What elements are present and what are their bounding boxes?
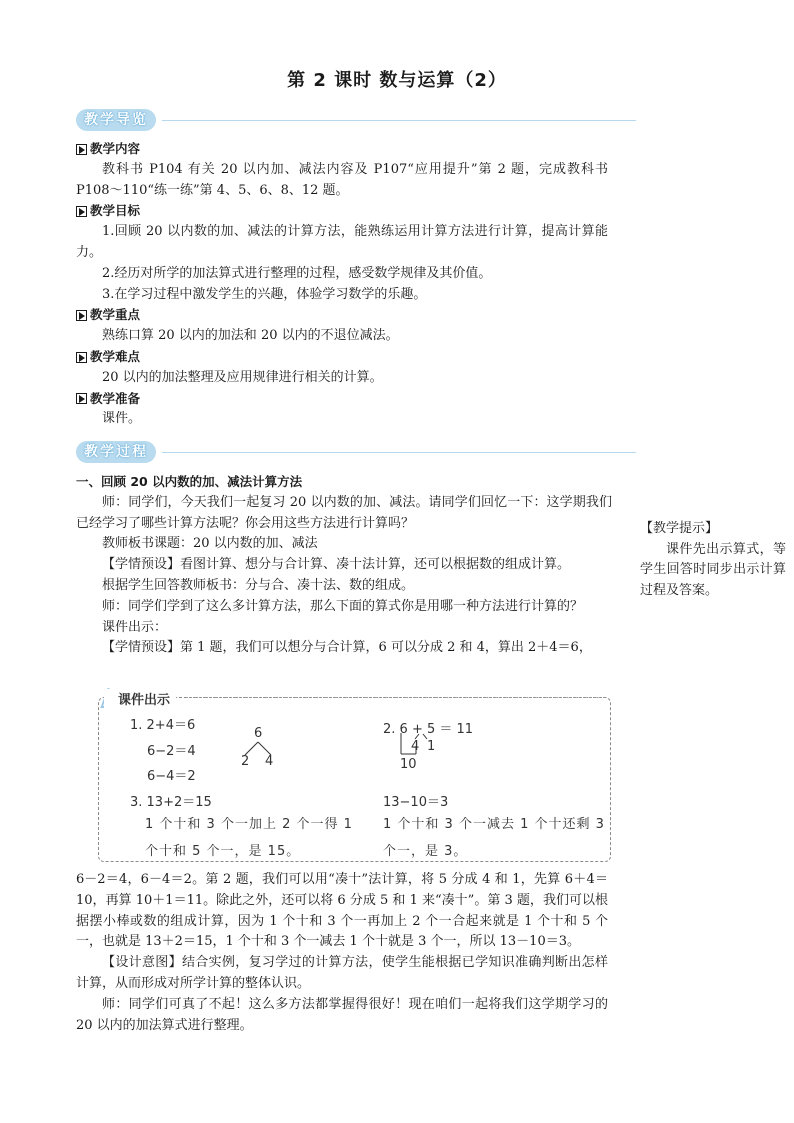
q3-equation: 3. 13+2＝15 (130, 795, 212, 810)
play-triangle-icon (76, 310, 87, 321)
guide-paragraph: 教科书 P104 有关 20 以内加、减法内容及 P107“应用提升”第 2 题，完成教科书 P108～110“练一练”第 4、5、6、8、12 题。 (76, 161, 608, 198)
teaching-process (76, 472, 612, 659)
heading-key-points (76, 305, 608, 326)
q2-split-right: 1 (427, 739, 436, 754)
heading-content-label: 教学内容 (90, 141, 141, 156)
q2-ten: 10 (400, 757, 417, 772)
guide-paragraph: 1.回顾 20 以内数的加、减法的计算方法，能熟练运用计算方法进行计算，提高计算能力。 (76, 224, 608, 260)
guide-paragraph: 熟练口算 20 以内的加法和 20 以内的不退位减法。 (102, 328, 399, 344)
teaching-process-continued (76, 870, 608, 1036)
teaching-tip-title: 【教学提示】 (640, 521, 719, 536)
process-paragraph: 教师板书课题：20 以内数的加、减法 (102, 536, 318, 552)
guide-paragraph: 3.在学习过程中激发学生的兴趣，体验学习数学的乐趣。 (102, 286, 427, 302)
courseware-label-divider (186, 697, 606, 698)
q4-equation: 13−10＝3 (383, 795, 449, 810)
process-paragraph: 课件出示： (102, 619, 168, 635)
section-banner-guide (76, 109, 636, 133)
process-paragraph: 【学情预设】第 1 题，我们可以想分与合计算，6 可以分成 2 和 4，算出 2＋4＝6， (102, 640, 592, 656)
q2-equation: 2. 6 + 5 ＝ 11 (383, 722, 474, 737)
heading-difficulties-label: 教学难点 (90, 348, 141, 364)
banner-divider (162, 452, 636, 453)
play-triangle-icon (76, 144, 87, 155)
teaching-guide (76, 139, 608, 430)
heading-preparation (76, 389, 608, 410)
banner-guide-label: 教学导览 (76, 109, 156, 131)
process-paragraph: 师：同学们学到了这么多计算方法，那么下面的算式你是用哪一种方法进行计算的？ (102, 598, 584, 614)
q1-tree-top: 6 (254, 726, 263, 741)
play-triangle-icon (76, 352, 87, 363)
process-paragraph: 根据学生回答教师板书：分与合、凑十法、数的组成。 (102, 577, 415, 593)
heading-difficulties (76, 347, 608, 368)
process-paragraph: 【设计意图】结合实例，复习学过的计算方法，使学生能根据已学知识准确判断出怎样计算，从而形成对所学计算的整体认识。 (76, 955, 608, 991)
banner-process-label: 教学过程 (76, 441, 156, 463)
heading-content (76, 139, 608, 160)
q1-equation-2: 6−2＝4 (147, 744, 196, 759)
q1-tree-right: 4 (265, 754, 274, 769)
guide-paragraph: 20 以内的加法整理及应用规律进行相关的计算。 (102, 369, 383, 385)
heading-goals-label: 教学目标 (90, 203, 141, 219)
q2-split-left: 4 (411, 739, 420, 754)
process-paragraph: 师：同学们，今天我们一起复习 20 以内数的加、减法。请同学们回忆一下：这学期我们已经学习了哪些计算方法呢？你会用这些方法进行计算吗？ (76, 494, 612, 531)
teaching-tip (640, 519, 786, 601)
q1-equation-3: 6−4＝2 (147, 769, 196, 784)
process-heading: 一、回顾 20 以内数的加、减法计算方法 (76, 474, 303, 489)
heading-goals (76, 201, 608, 222)
process-paragraph: 师：同学们可真了不起！这么多方法都掌握得很好！现在咱们一起将我们这学期学习的 20 以内的加法算式进行整理。 (76, 996, 608, 1033)
section-banner-process (76, 441, 636, 465)
q4-description: 1 个十和 3 个一减去 1 个十还剩 3 个一，是 3。 (383, 817, 605, 859)
guide-paragraph: 课件。 (102, 411, 142, 427)
page-title: 第 2 课时 数与运算（2） (287, 70, 507, 91)
play-triangle-icon (76, 393, 87, 404)
q1-equation-1: 1. 2+4＝6 (130, 718, 196, 733)
banner-divider (162, 120, 636, 121)
process-paragraph: 【学情预设】看图计算、想分与合计算、凑十法计算，还可以根据数的组成计算。 (102, 557, 571, 573)
courseware-label: 课件出示 (104, 689, 176, 708)
heading-key-points-label: 教学重点 (90, 307, 141, 323)
play-triangle-icon (76, 206, 87, 217)
q1-tree-left: 2 (241, 754, 250, 769)
teaching-tip-body: 课件先出示算式，等学生回答时同步出示计算过程及答案。 (640, 541, 786, 598)
heading-preparation-label: 教学准备 (90, 390, 141, 406)
process-paragraph: 6－2＝4，6－4＝2。第 2 题，我们可以用“凑十”法计算，将 5 分成 4 和 1，先算 6＋4＝10，再算 10＋1＝11。除此之外，还可以将 6 分成 5 和 1 来“凑十”。第 3 题，我们可以根据摆小棒或数的组成计算，因为 1 个十和 3 个一再加上 2 个一合起来就是 1 个十和 5 个一，也就是 13＋2＝15，1 个十和 3 个一减去 1 个十就是 3 个一，所以 13－10＝3。 (76, 872, 608, 950)
guide-paragraph: 2.经历对所学的加法算式进行整理的过程，感受数学规律及其价值。 (102, 265, 492, 281)
q3-description: 1 个十和 3 个一加上 2 个一得 1 个十和 5 个一，是 15。 (145, 817, 353, 859)
